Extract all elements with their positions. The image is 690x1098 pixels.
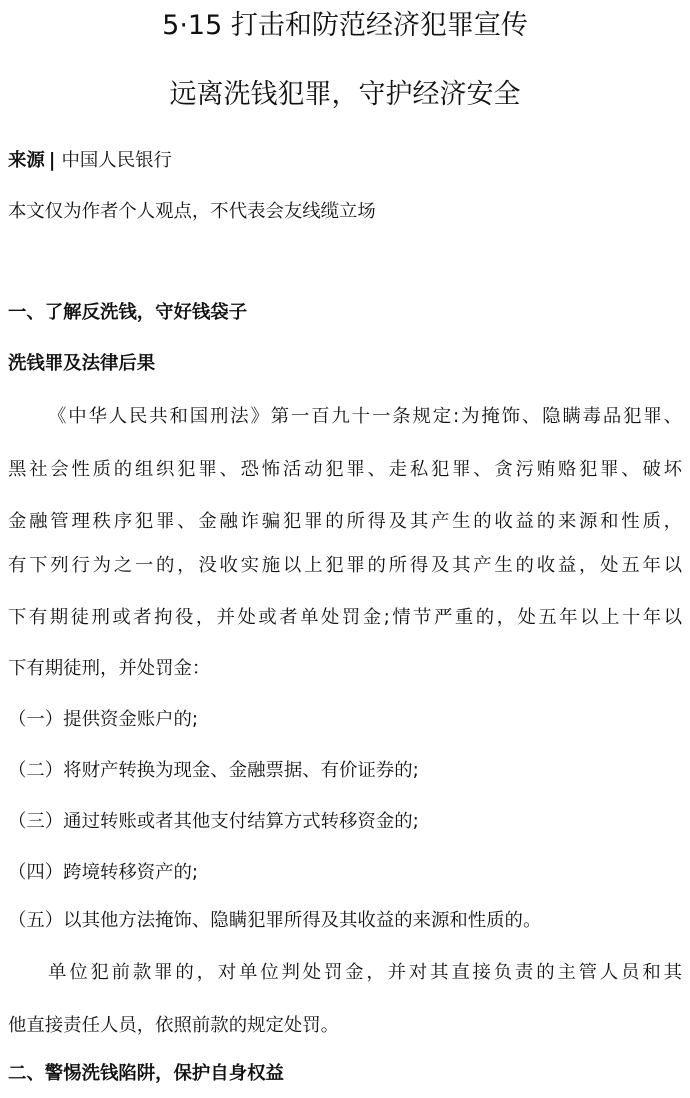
section-2-heading: 二、警惕洗钱陷阱，保护自身权益 (8, 1063, 284, 1084)
source-label: 来源 (8, 150, 45, 171)
list-item: （五）以其他方法掩饰、隐瞒犯罪所得及其收益的来源和性质的。 (8, 910, 542, 931)
law-paragraph-line: 有下列行为之一的，没收实施以上犯罪的所得及其产生的收益，处五年以 (8, 555, 682, 576)
law-paragraph-line: 下有期徒刑，并处罚金： (8, 658, 211, 679)
section-1-heading: 一、了解反洗钱，守好钱袋子 (8, 302, 248, 323)
unit-paragraph-line: 他直接责任人员，依照前款的规定处罚。 (8, 1015, 340, 1036)
unit-paragraph-line: 单位犯前款罪的，对单位判处罚金，并对其直接负责的主管人员和其 (48, 962, 682, 983)
source-value: 中国人民银行 (61, 150, 172, 171)
list-item: （四）跨境转移资产的; (8, 862, 199, 883)
list-item: （二）将财产转换为现金、金融票据、有价证券的; (8, 760, 419, 781)
law-paragraph-line: 黑社会性质的组织犯罪、恐怖活动犯罪、走私犯罪、贪污贿赂犯罪、破坏 (8, 459, 682, 480)
section-1-subheading: 洗钱罪及法律后果 (8, 353, 156, 374)
source-separator: | (48, 150, 56, 171)
article-title-line-2: 远离洗钱犯罪，守护经济安全 (169, 79, 521, 110)
list-item: （三）通过转账或者其他支付结算方式转移资金的; (8, 811, 419, 832)
disclaimer: 本文仅为作者个人观点，不代表会友线缆立场 (8, 201, 376, 222)
article-title-line-1: 5·15 打击和防范经济犯罪宣传 (162, 10, 528, 41)
list-item: （一）提供资金账户的; (8, 709, 199, 730)
law-paragraph-line: 下有期徒刑或者拘役，并处或者单处罚金;情节严重的，处五年以上十年以 (8, 607, 682, 628)
law-paragraph-line: 《中华人民共和国刑法》第一百九十一条规定:为掩饰、隐瞒毒品犯罪、 (48, 406, 682, 427)
source-line (8, 146, 682, 176)
law-paragraph-line: 金融管理秩序犯罪、金融诈骗犯罪的所得及其产生的收益的来源和性质， (8, 511, 682, 532)
